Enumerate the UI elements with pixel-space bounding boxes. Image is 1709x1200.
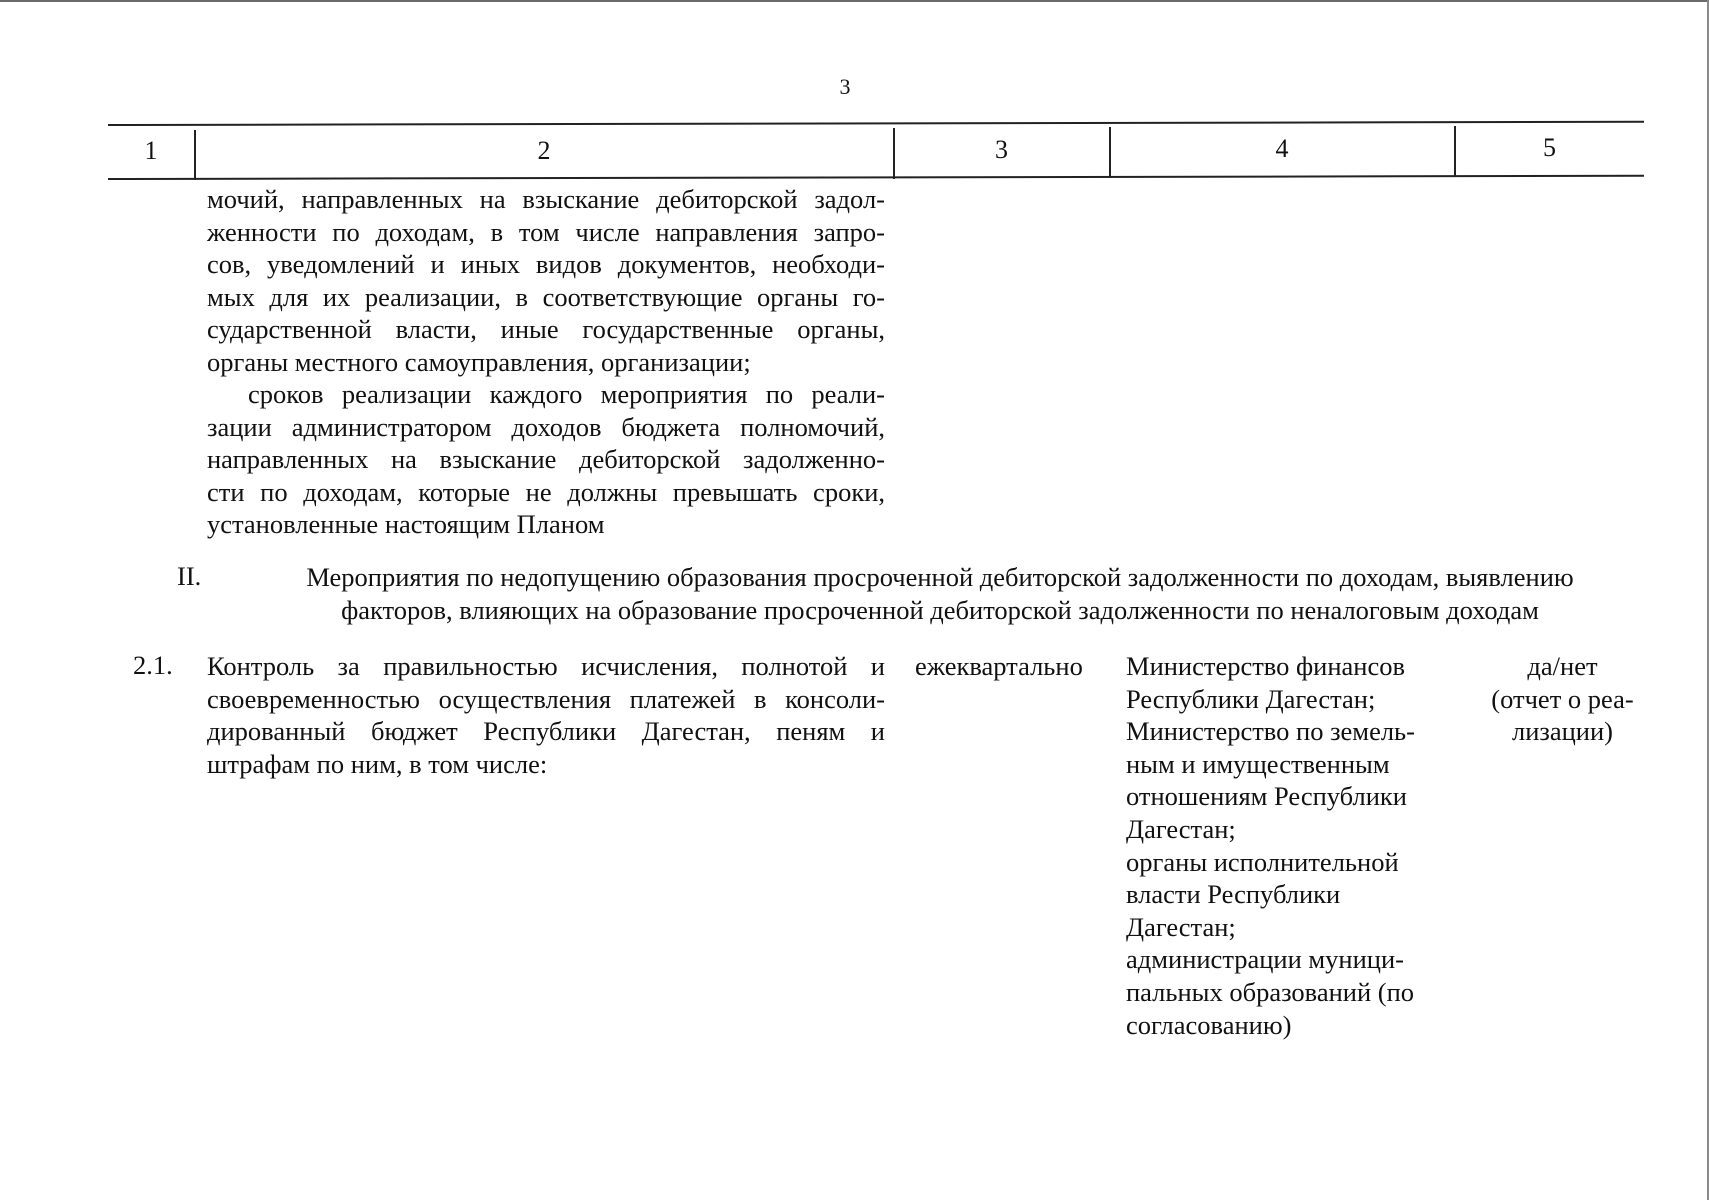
- row-description: [207, 650, 885, 780]
- section-title-line-2: факторов, влияющих на образование просроченной дебиторской задолженности по неналоговым доходам: [341, 594, 1539, 625]
- responsible-line: Республики Дагестан;: [1126, 683, 1376, 714]
- page-number: 3: [839, 74, 851, 99]
- text-line: направленных на взыскание дебиторской задолженно-: [207, 444, 885, 475]
- text-line: штрафам по ним, в том числе:: [207, 748, 548, 779]
- text-line: женности по доходам, в том числе направления запро-: [207, 216, 885, 247]
- section-title-line-1: Мероприятия по недопущению образования просроченной дебиторской задолженности по доходам, выявлению: [306, 562, 1574, 592]
- responsible-line: Дагестан;: [1126, 813, 1236, 844]
- responsible-line: органы исполнительной: [1126, 846, 1399, 877]
- scan-top-edge: [0, 0, 1709, 2]
- row-result: [1460, 650, 1665, 748]
- responsible-line: согласованию): [1126, 1009, 1292, 1040]
- text-line: мочий, направленных на взыскание дебиторской задол-: [207, 184, 885, 214]
- text-line: зации администратором доходов бюджета полномочий,: [207, 411, 885, 442]
- header-col-3: 3: [995, 135, 1008, 164]
- result-line: (отчет о реа-: [1491, 683, 1634, 714]
- text-line: Контроль за правильностью исчисления, полнотой и: [207, 651, 885, 681]
- text-line: мых для их реализации, в соответствующие органы го-: [207, 281, 885, 312]
- continuation-paragraph-2: [207, 378, 885, 541]
- header-col-1: 1: [144, 136, 158, 165]
- text-line: своевременностью осуществления платежей в консоли-: [207, 683, 885, 714]
- header-col-4: 4: [1275, 134, 1289, 163]
- text-line: сти по доходам, которые не должны превышать сроки,: [207, 476, 885, 507]
- section-number: II.: [177, 561, 202, 591]
- row-responsible: [1126, 650, 1456, 1041]
- header-col-2: 2: [537, 136, 551, 165]
- text-line: установленные настоящим Планом: [207, 509, 605, 540]
- responsible-line: пальных образований (по: [1126, 976, 1415, 1007]
- continuation-paragraph-1: [207, 183, 885, 379]
- text-line: органы местного самоуправления, организации;: [207, 346, 751, 377]
- responsible-line: Министерство по земель-: [1126, 716, 1415, 747]
- result-line: лизации): [1511, 716, 1613, 747]
- section-title: [250, 561, 1630, 626]
- row-period: ежеквартально: [915, 651, 1083, 681]
- responsible-line: отношениям Республики: [1126, 781, 1407, 812]
- row-number: 2.1.: [133, 650, 173, 680]
- responsible-line: власти Республики: [1126, 879, 1341, 910]
- text-line: сроков реализации каждого мероприятия по реали-: [248, 379, 885, 409]
- header-col-5: 5: [1543, 133, 1556, 162]
- text-line: сударственной власти, иные государственные органы,: [207, 314, 885, 345]
- responsible-line: Дагестан;: [1126, 911, 1236, 942]
- text-line: сов, уведомлений и иных видов документов, необходи-: [207, 249, 885, 280]
- responsible-line: администрации муници-: [1126, 944, 1404, 975]
- result-line: да/нет: [1527, 651, 1598, 681]
- responsible-line: Министерство финансов: [1126, 651, 1406, 681]
- responsible-line: ным и имущественным: [1126, 748, 1390, 779]
- header-top-rule: [108, 121, 1644, 126]
- text-line: дированный бюджет Республики Дагестан, пеням и: [207, 716, 885, 747]
- header-bottom-rule: [108, 175, 1644, 180]
